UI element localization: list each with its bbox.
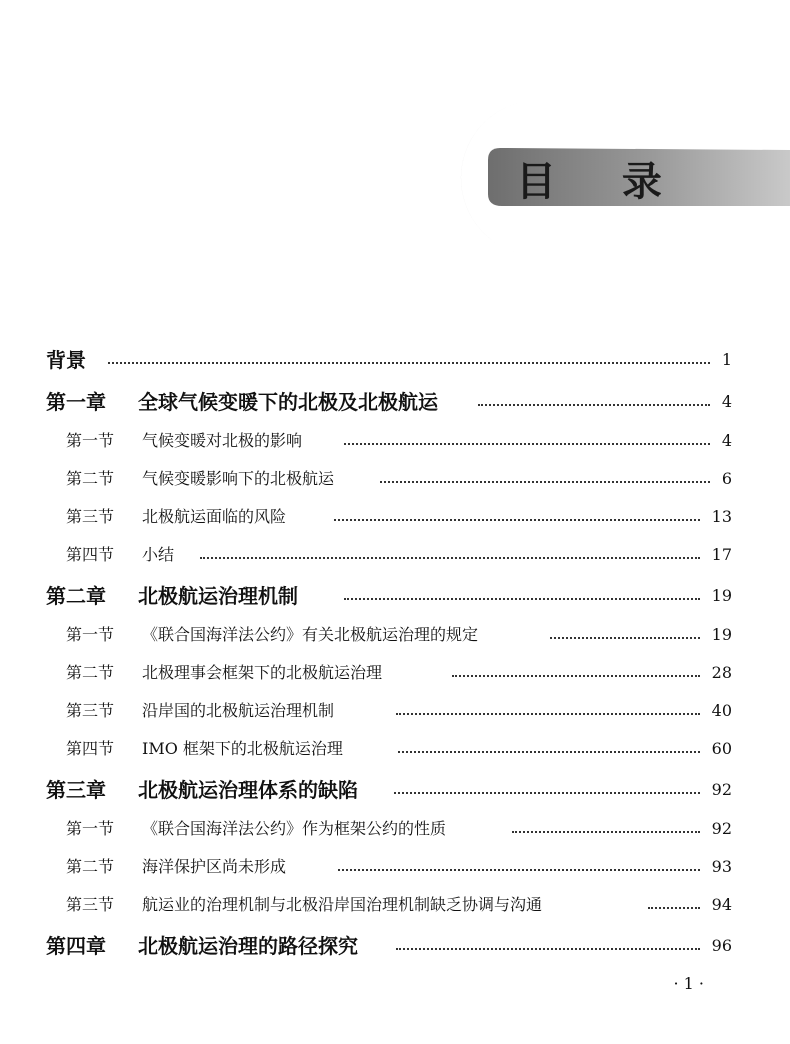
toc-page-number: 17	[711, 545, 732, 564]
toc-page-number: 1	[721, 350, 732, 369]
dot-leader	[550, 635, 700, 639]
section-title: 北极航运面临的风险	[142, 507, 287, 526]
toc-chapter[interactable]	[0, 386, 790, 418]
toc-page-number: 92	[711, 780, 732, 799]
chapter-title: 北极航运治理体系的缺陷	[138, 778, 358, 802]
toc-section[interactable]	[0, 619, 790, 651]
toc-chapter[interactable]	[0, 774, 790, 806]
page-title: 目 录	[516, 159, 688, 205]
toc-page-number: 92	[711, 819, 732, 838]
dot-leader	[344, 441, 710, 445]
toc-section[interactable]	[0, 501, 790, 533]
toc-section[interactable]	[0, 657, 790, 689]
section-title: 沿岸国的北极航运治理机制	[142, 701, 335, 720]
toc-section[interactable]	[0, 733, 790, 765]
toc-page-number: 60	[711, 739, 732, 758]
dot-leader	[334, 517, 700, 521]
section-label: 第四节	[66, 545, 115, 564]
dot-leader	[512, 829, 700, 833]
toc-page-number: 4	[721, 392, 732, 411]
section-label: 第三节	[66, 507, 115, 526]
toc-chapter[interactable]	[0, 930, 790, 962]
chapter-title: 北极航运治理机制	[138, 584, 298, 608]
page-number-text: · 1 ·	[673, 974, 704, 993]
toc-page-number: 94	[711, 895, 732, 914]
section-label: 第一节	[66, 819, 115, 838]
toc-page-number: 19	[711, 625, 732, 644]
chapter-label: 第一章	[46, 390, 106, 414]
section-title: 《联合国海洋法公约》有关北极航运治理的规定	[142, 625, 479, 644]
section-label: 第三节	[66, 895, 115, 914]
dot-leader	[398, 749, 700, 753]
toc-page-number: 40	[711, 701, 732, 720]
toc-section[interactable]	[0, 851, 790, 883]
dot-leader	[394, 790, 700, 794]
dot-leader	[380, 479, 710, 483]
section-label: 第一节	[66, 431, 115, 450]
toc-section[interactable]	[0, 889, 790, 921]
dot-leader	[396, 946, 700, 950]
section-title: 气候变暖影响下的北极航运	[142, 469, 335, 488]
toc-page-number: 93	[711, 857, 732, 876]
toc-section[interactable]	[0, 463, 790, 495]
toc-page-number: 13	[711, 507, 732, 526]
toc-page-number: 96	[711, 936, 732, 955]
toc-page-number: 19	[711, 586, 732, 605]
dot-leader	[396, 711, 700, 715]
dot-leader	[108, 360, 710, 364]
section-label: 第三节	[66, 701, 115, 720]
toc-chapter[interactable]	[0, 580, 790, 612]
section-title: 北极理事会框架下的北极航运治理	[142, 663, 383, 682]
dot-leader	[478, 402, 710, 406]
section-title: 气候变暖对北极的影响	[142, 431, 303, 450]
dot-leader	[200, 555, 700, 559]
section-title: 《联合国海洋法公约》作为框架公约的性质	[142, 819, 447, 838]
toc-entry-title: 背景	[46, 348, 86, 372]
toc-section[interactable]	[0, 425, 790, 457]
chapter-label: 第二章	[46, 584, 106, 608]
section-title: 小结	[142, 545, 175, 564]
toc-section[interactable]	[0, 813, 790, 845]
toc-page-number: 6	[721, 469, 732, 488]
chapter-label: 第四章	[46, 934, 106, 958]
toc-section[interactable]	[0, 539, 790, 571]
dot-leader	[344, 596, 700, 600]
dot-leader	[338, 867, 700, 871]
toc-entry-front[interactable]	[0, 344, 790, 376]
section-label: 第二节	[66, 857, 115, 876]
chapter-label: 第三章	[46, 778, 106, 802]
chapter-title: 全球气候变暖下的北极及北极航运	[138, 390, 438, 414]
section-title: IMO 框架下的北极航运治理	[142, 739, 343, 758]
toc-page-number: 28	[711, 663, 732, 682]
section-title: 航运业的治理机制与北极沿岸国治理机制缺乏协调与沟通	[142, 895, 543, 914]
section-label: 第二节	[66, 469, 115, 488]
dot-leader	[452, 673, 700, 677]
toc-page-number: 4	[721, 431, 732, 450]
toc-section[interactable]	[0, 695, 790, 727]
section-label: 第一节	[66, 625, 115, 644]
section-title: 海洋保护区尚未形成	[142, 857, 287, 876]
section-label: 第四节	[66, 739, 115, 758]
chapter-title: 北极航运治理的路径探究	[138, 934, 358, 958]
section-label: 第二节	[66, 663, 115, 682]
dot-leader	[648, 905, 700, 909]
